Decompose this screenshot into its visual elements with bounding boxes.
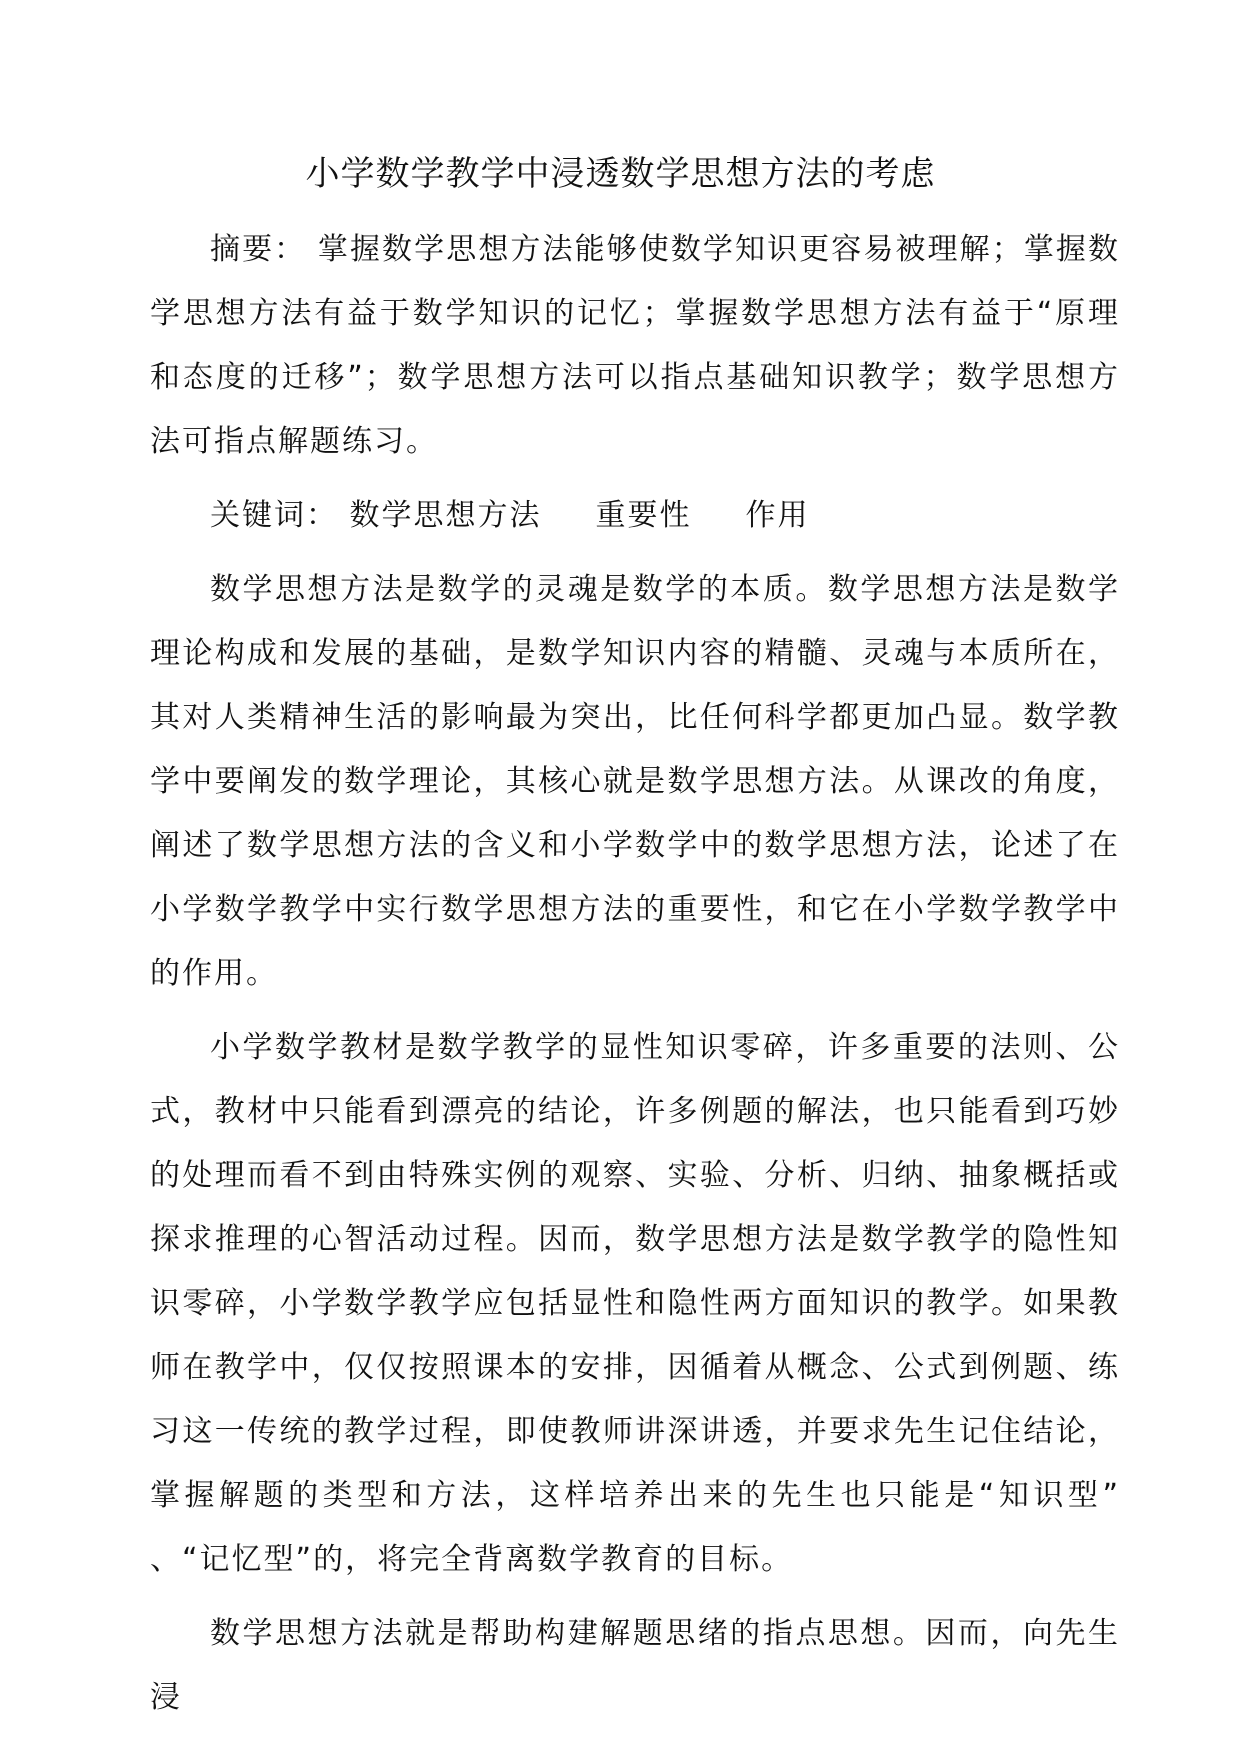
- document-body: [150, 218, 1120, 1730]
- body-paragraph: 小学数学教材是数学教学的显性知识零碎，许多重要的法则、公式，教材中只能看到漂亮的结论，许多例题的解法，也只能看到巧妙的处理而看不到由特殊实例的观察、实验、分析、归纳、抽象概括或探求推理的心智活动过程。因而，数学思想方法是数学教学的隐性知识零碎，小学数学教学应包括显性和隐性两方面知识的教学。如果教师在教学中，仅仅按照课本的安排，因循着从概念、公式到例题、练习这一传统的教学过程，即使教师讲深讲透，并要求先生记住结论，掌握解题的类型和方法，这样培养出来的先生也只能是“知识型” 、“记忆型”的，将完全背离数学教育的目标。: [150, 1030, 1120, 1577]
- keywords-label: 关键词：: [210, 498, 338, 533]
- keywords-line: [150, 484, 1120, 548]
- keyword-item: 重要性: [595, 498, 692, 533]
- keyword-item: 作用: [745, 498, 810, 533]
- keyword-item: 数学思想方法: [349, 498, 542, 533]
- document-title: 小学数学教学中浸透数学思想方法的考虑: [305, 154, 936, 194]
- abstract-paragraph: 摘要： 掌握数学思想方法能够使数学知识更容易被理解；掌握数学思想方法有益于数学知识的记忆；掌握数学思想方法有益于“原理和态度的迁移”；数学思想方法可以指点基础知识教学；数学思想方法可指点解题练习。: [150, 232, 1120, 459]
- body-paragraph: 数学思想方法就是帮助构建解题思绪的指点思想。因而，向先生浸: [150, 1616, 1120, 1715]
- body-paragraph: 数学思想方法是数学的灵魂是数学的本质。数学思想方法是数学理论构成和发展的基础，是数学知识内容的精髓、灵魂与本质所在，其对人类精神生活的影响最为突出，比任何科学都更加凸显。数学教学中要阐发的数学理论，其核心就是数学思想方法。从课改的角度，阐述了数学思想方法的含义和小学数学中的数学思想方法，论述了在小学数学教学中实行数学思想方法的重要性，和它在小学数学教学中的作用。: [150, 572, 1120, 991]
